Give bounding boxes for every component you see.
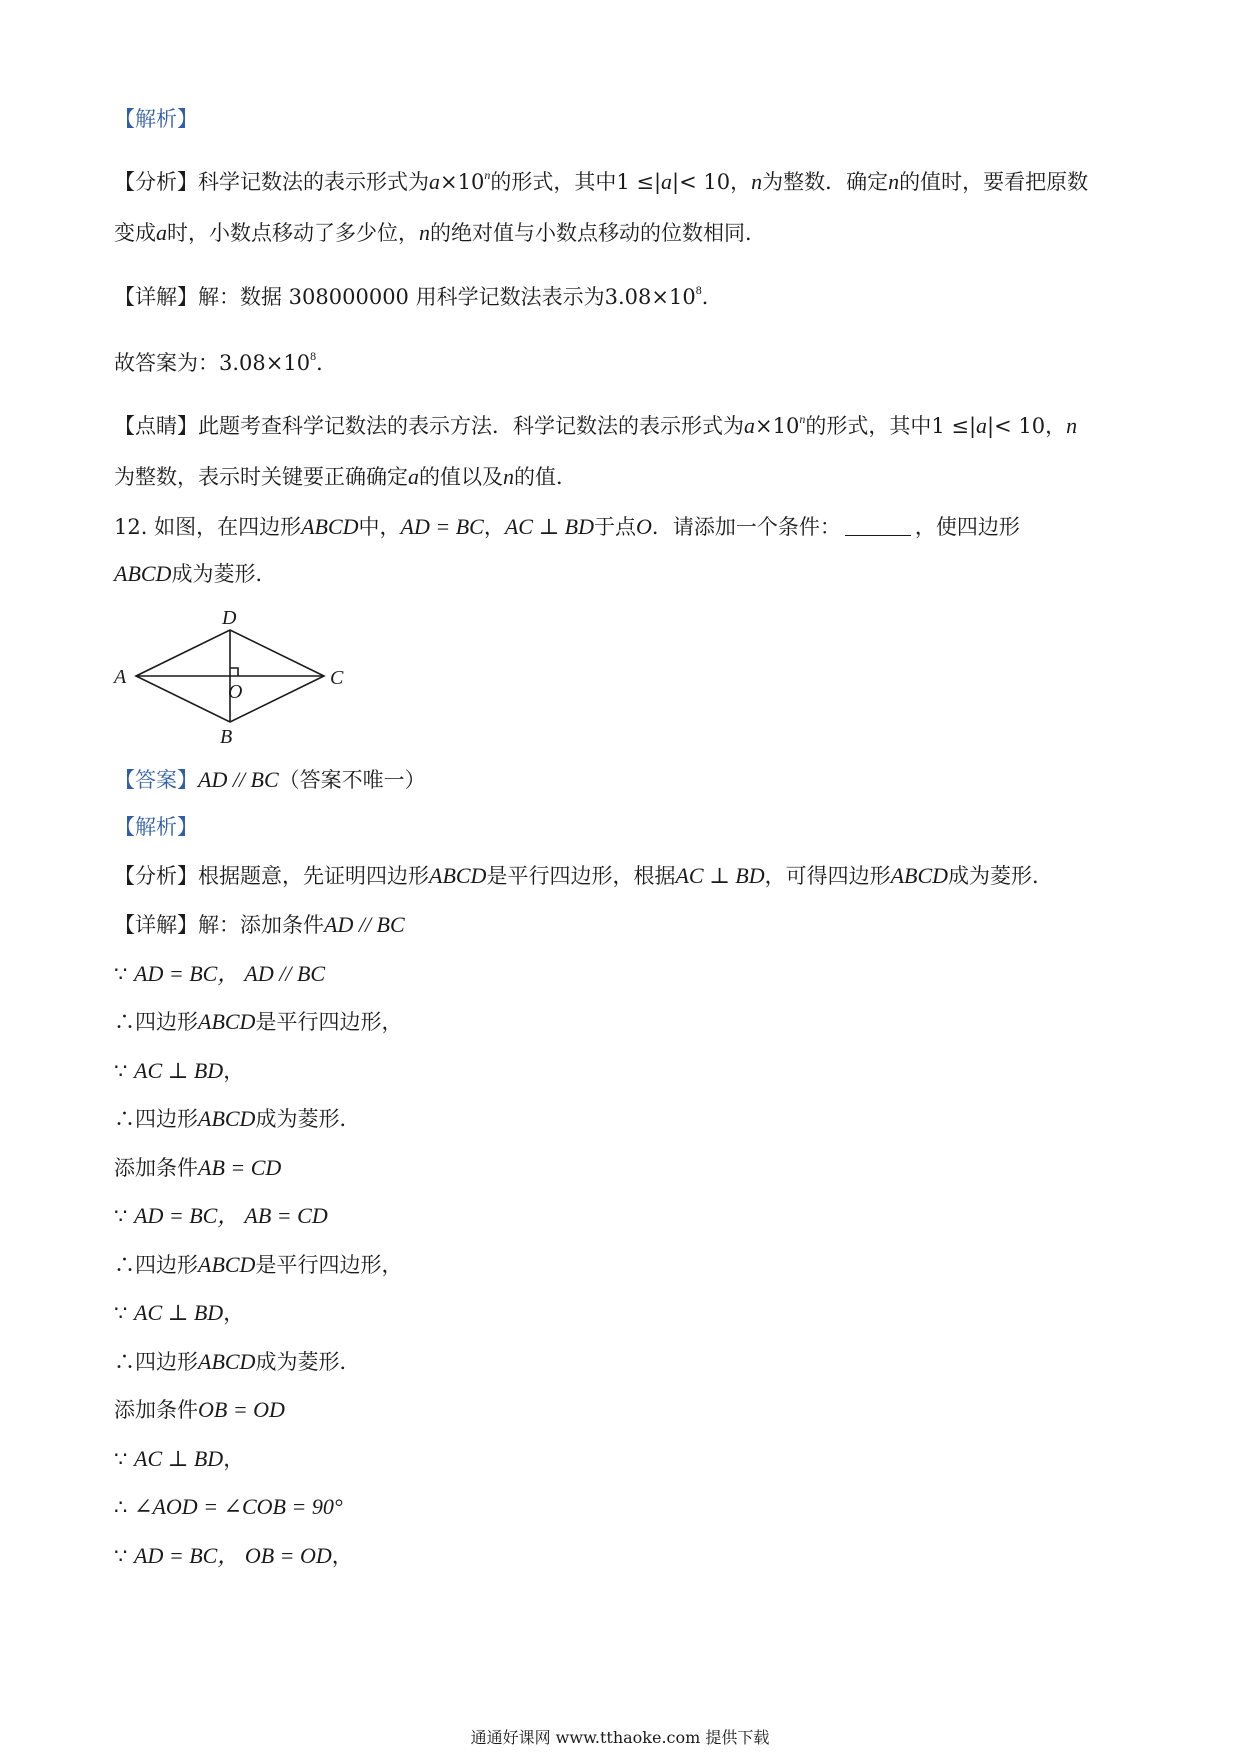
q12-line-2: ABCD成为菱形． bbox=[114, 561, 277, 586]
fenxi-tag: 【分析】 bbox=[114, 170, 198, 194]
proof-line: ∴四边形ABCD是平行四边形， bbox=[114, 1251, 403, 1277]
rhombus-figure bbox=[108, 606, 356, 754]
q12-line-1: 12. 如图，在四边形ABCD中，AD = BC，AC ⊥ BD于点O．请添加一个条件： ，使四边形 bbox=[114, 514, 1020, 539]
proof-line: ∴四边形ABCD成为菱形． bbox=[114, 1348, 361, 1374]
label-a: A bbox=[114, 666, 127, 688]
proof-line: ∴ ∠AOD = ∠COB = 90° bbox=[114, 1494, 343, 1519]
proof-line: ∴四边形ABCD成为菱形． bbox=[114, 1106, 361, 1131]
label-c: C bbox=[330, 667, 344, 689]
fenxi-line-1: 【分析】科学记数法的表示形式为$a\times 10^n$的形式，其中1 ≤|a|< 10，n为整数．确定n的值时，要看把原数 bbox=[114, 168, 1089, 194]
proof-line: ∵ AC ⊥ BD， bbox=[114, 1300, 245, 1325]
label-b: B bbox=[220, 726, 233, 748]
proof-line: ∵ AC ⊥ BD， bbox=[114, 1057, 245, 1083]
xiangjie-line: 【详解】解：数据 308000000 用科学记数法表示为$3.08\times 10^8$． bbox=[114, 283, 723, 309]
jiexi12-heading: 【解析】 bbox=[114, 815, 198, 839]
dianjing-line-2: 为整数，表示时关键要正确确定a的值以及n的值． bbox=[114, 464, 577, 489]
proof-line: ∵ AD = BC， AD // BC bbox=[114, 960, 326, 986]
answer12-line: 【答案】AD // BC（答案不唯一） bbox=[114, 767, 426, 792]
proof-line: 【详解】解：添加条件AD // BC bbox=[114, 912, 405, 937]
right-angle-mark bbox=[230, 668, 238, 676]
fenxi12-line: 【分析】根据题意，先证明四边形ABCD是平行四边形，根据AC ⊥ BD，可得四边形ABCD成为菱形． bbox=[114, 863, 1054, 888]
answer-line: 故答案为：$3.08\times 10^8$． bbox=[114, 349, 338, 375]
proof-line: 添加条件AB = CD bbox=[114, 1154, 282, 1180]
proof-line: ∵ AD = BC， AB = CD bbox=[114, 1203, 328, 1228]
proof-line: ∵ AD = BC， OB = OD， bbox=[114, 1542, 353, 1568]
label-d: D bbox=[222, 607, 237, 629]
fenxi-line-2: 变成a时，小数点移动了多少位，n的绝对值与小数点移动的位数相同． bbox=[114, 220, 766, 245]
proof-line: ∴四边形ABCD是平行四边形， bbox=[114, 1009, 403, 1034]
jiexi-heading: 【解析】 bbox=[114, 107, 198, 131]
proof-line: 添加条件OB = OD bbox=[114, 1397, 285, 1422]
dianjing-line-1: 【点睛】此题考查科学记数法的表示方法．科学记数法的表示形式为$a\times 10^n$的形式，其中1 ≤|a|< 10，n bbox=[114, 412, 1078, 438]
page-footer: 通通好课网 www.tthaoke.com 提供下载 bbox=[470, 1728, 770, 1747]
label-o: O bbox=[228, 681, 243, 703]
proof-line: ∵ AC ⊥ BD， bbox=[114, 1445, 245, 1471]
answer-blank bbox=[845, 515, 911, 536]
